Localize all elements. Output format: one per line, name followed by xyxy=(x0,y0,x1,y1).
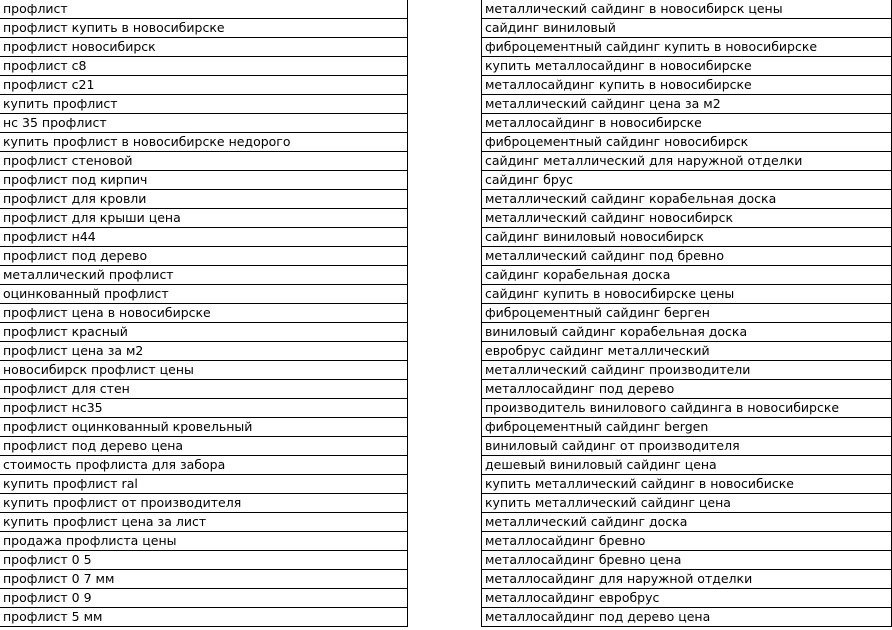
left-keyword-cell[interactable]: купить профлист в новосибирске недорого xyxy=(0,133,408,152)
left-keyword-cell[interactable]: оцинкованный профлист xyxy=(0,285,408,304)
right-keyword-cell[interactable]: металлический сайдинг цена за м2 xyxy=(481,95,892,114)
right-keyword-cell[interactable]: виниловый сайдинг корабельная доска xyxy=(481,323,892,342)
right-keyword-cell[interactable]: сайдинг виниловый xyxy=(481,19,892,38)
right-keyword-cell[interactable]: металлический сайдинг производители xyxy=(481,361,892,380)
left-keyword-cell[interactable]: профлист купить в новосибирске xyxy=(0,19,408,38)
right-keyword-cell[interactable]: фиброцементный сайдинг bergen xyxy=(481,418,892,437)
right-keyword-cell[interactable]: купить металлосайдинг в новосибирске xyxy=(481,57,892,76)
right-keyword-cell[interactable]: металлосайдинг купить в новосибирске xyxy=(481,76,892,95)
left-keyword-cell[interactable]: купить профлист ral xyxy=(0,475,408,494)
right-keyword-cell[interactable]: металлический сайдинг под бревно xyxy=(481,247,892,266)
right-keyword-cell[interactable]: сайдинг брус xyxy=(481,171,892,190)
right-keyword-cell[interactable]: металлосайдинг евробрус xyxy=(481,589,892,608)
left-keyword-cell[interactable]: профлист нс35 xyxy=(0,399,408,418)
right-keyword-cell[interactable]: фиброцементный сайдинг новосибирск xyxy=(481,133,892,152)
left-keyword-cell[interactable]: профлист красный xyxy=(0,323,408,342)
left-keyword-cell[interactable]: нс 35 профлист xyxy=(0,114,408,133)
right-keyword-cell[interactable]: дешевый виниловый сайдинг цена xyxy=(481,456,892,475)
right-keyword-cell[interactable]: сайдинг металлический для наружной отделки xyxy=(481,152,892,171)
left-keyword-cell[interactable]: профлист под кирпич xyxy=(0,171,408,190)
left-keyword-cell[interactable]: профлист под дерево цена xyxy=(0,437,408,456)
right-keyword-cell[interactable]: металлический сайдинг в новосибирск цены xyxy=(481,0,892,19)
left-keyword-cell[interactable]: купить профлист от производителя xyxy=(0,494,408,513)
right-keyword-cell[interactable]: металлический сайдинг корабельная доска xyxy=(481,190,892,209)
left-keyword-cell[interactable]: профлист н44 xyxy=(0,228,408,247)
right-keyword-cell[interactable]: металлический сайдинг новосибирск xyxy=(481,209,892,228)
left-keyword-cell[interactable]: профлист новосибирск xyxy=(0,38,408,57)
left-keyword-cell[interactable]: профлист 5 мм xyxy=(0,608,408,627)
right-keyword-cell[interactable]: металлосайдинг под дерево xyxy=(481,380,892,399)
left-keyword-cell[interactable]: профлист цена за м2 xyxy=(0,342,408,361)
right-keyword-cell[interactable]: металлосайдинг бревно xyxy=(481,532,892,551)
right-keyword-cell[interactable]: производитель винилового сайдинга в новосибирске xyxy=(481,399,892,418)
left-keyword-cell[interactable]: купить профлист xyxy=(0,95,408,114)
left-keyword-cell[interactable]: продажа профлиста цены xyxy=(0,532,408,551)
right-keyword-cell[interactable]: сайдинг купить в новосибирске цены xyxy=(481,285,892,304)
right-keyword-cell[interactable]: металлосайдинг для наружной отделки xyxy=(481,570,892,589)
left-keyword-cell[interactable]: стоимость профлиста для забора xyxy=(0,456,408,475)
left-keyword-cell[interactable]: профлист для кровли xyxy=(0,190,408,209)
left-keyword-cell[interactable]: профлист xyxy=(0,0,408,19)
right-keyword-cell[interactable]: фиброцементный сайдинг берген xyxy=(481,304,892,323)
left-keyword-cell[interactable]: профлист 0 9 xyxy=(0,589,408,608)
left-keyword-cell[interactable]: профлист с8 xyxy=(0,57,408,76)
left-keyword-column xyxy=(0,0,408,627)
left-keyword-cell[interactable]: профлист под дерево xyxy=(0,247,408,266)
right-keyword-cell[interactable]: купить металлический сайдинг в новосибиске xyxy=(481,475,892,494)
left-keyword-cell[interactable]: профлист 0 7 мм xyxy=(0,570,408,589)
left-keyword-cell[interactable]: купить профлист цена за лист xyxy=(0,513,408,532)
right-keyword-cell[interactable]: сайдинг виниловый новосибирск xyxy=(481,228,892,247)
right-keyword-cell[interactable]: металлический сайдинг доска xyxy=(481,513,892,532)
right-keyword-cell[interactable]: купить металлический сайдинг цена xyxy=(481,494,892,513)
right-keyword-column xyxy=(481,0,892,627)
left-keyword-cell[interactable]: профлист стеновой xyxy=(0,152,408,171)
right-keyword-cell[interactable]: металлосайдинг под дерево цена xyxy=(481,608,892,627)
right-keyword-cell[interactable]: евробрус сайдинг металлический xyxy=(481,342,892,361)
left-keyword-cell[interactable]: новосибирск профлист цены xyxy=(0,361,408,380)
left-keyword-cell[interactable]: профлист с21 xyxy=(0,76,408,95)
right-keyword-cell[interactable]: металлосайдинг в новосибирске xyxy=(481,114,892,133)
left-keyword-cell[interactable]: металлический профлист xyxy=(0,266,408,285)
left-keyword-cell[interactable]: профлист оцинкованный кровельный xyxy=(0,418,408,437)
left-keyword-cell[interactable]: профлист 0 5 xyxy=(0,551,408,570)
right-keyword-cell[interactable]: сайдинг корабельная доска xyxy=(481,266,892,285)
right-keyword-cell[interactable]: металлосайдинг бревно цена xyxy=(481,551,892,570)
right-keyword-cell[interactable]: фиброцементный сайдинг купить в новосибирске xyxy=(481,38,892,57)
left-keyword-cell[interactable]: профлист цена в новосибирске xyxy=(0,304,408,323)
left-keyword-cell[interactable]: профлист для крыши цена xyxy=(0,209,408,228)
right-keyword-cell[interactable]: виниловый сайдинг от производителя xyxy=(481,437,892,456)
left-keyword-cell[interactable]: профлист для стен xyxy=(0,380,408,399)
